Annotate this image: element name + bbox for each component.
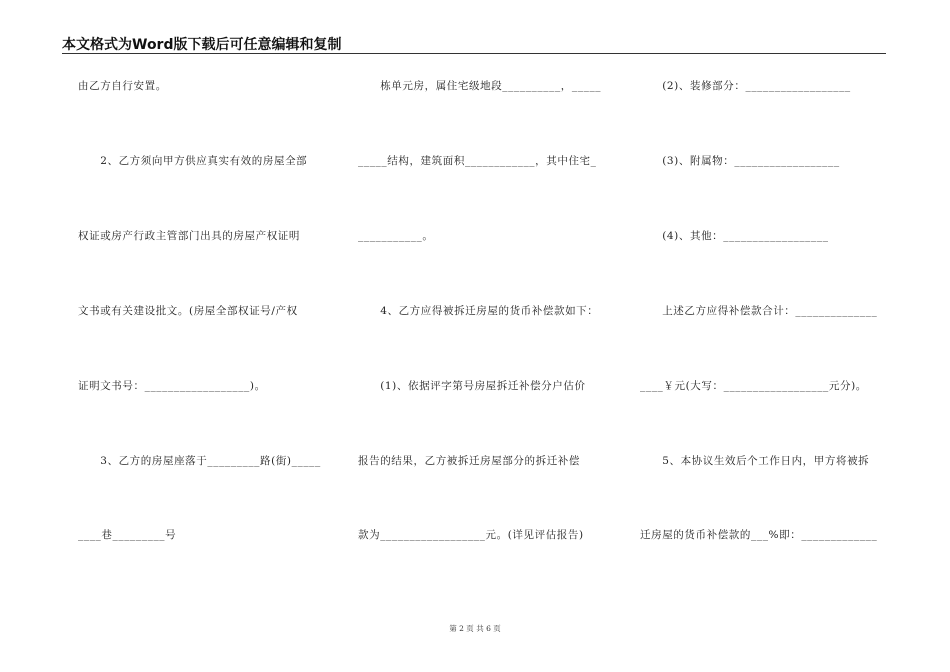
text-line: ____￥元(大写：__________________元分)。 — [640, 380, 867, 392]
header-divider — [62, 53, 886, 54]
text-line: (1)、依据评字第号房屋拆迁补偿分户估价 — [358, 380, 586, 392]
text-line: 款为__________________元。(详见评估报告) — [358, 529, 584, 541]
page-number: 第 2 页 共 6 页 — [449, 624, 501, 633]
text-line: 5、本协议生效后个工作日内，甲方将被拆 — [640, 455, 870, 467]
text-line: 报告的结果，乙方被拆迁房屋部分的拆迁补偿 — [358, 455, 580, 467]
document-header-title: 本文格式为Word版下载后可任意编辑和复制 — [62, 37, 342, 53]
text-line: 4、乙方应得被拆迁房屋的货币补偿款如下： — [358, 305, 599, 317]
text-line: 证明文书号：__________________)。 — [78, 380, 266, 392]
text-line: _____结构，建筑面积____________，其中住宅_ — [358, 155, 597, 167]
text-line: 由乙方自行安置。 — [78, 80, 167, 92]
text-line: (2)、装修部分：__________________ — [640, 80, 851, 92]
text-line: 权证或房产行政主管部门出具的房屋产权证明 — [78, 230, 300, 242]
text-line: 栋单元房，属住宅级地段__________，_____ — [358, 80, 602, 92]
text-line: ____巷_________号 — [78, 529, 177, 541]
text-line: 上述乙方应得补偿款合计：______________ — [640, 305, 878, 317]
text-line: ___________。 — [358, 230, 434, 242]
text-line: 3、乙方的房屋座落于_________路(街)_____ — [78, 455, 321, 467]
text-line: 2、乙方须向甲方供应真实有效的房屋全部 — [78, 155, 308, 167]
text-line: 文书或有关建设批文。(房屋全部权证号/产权 — [78, 305, 298, 317]
text-line: (4)、其他：__________________ — [640, 230, 829, 242]
text-line: 迁房屋的货币补偿款的___%即：_____________ — [640, 529, 878, 541]
text-line: (3)、附属物：__________________ — [640, 155, 840, 167]
